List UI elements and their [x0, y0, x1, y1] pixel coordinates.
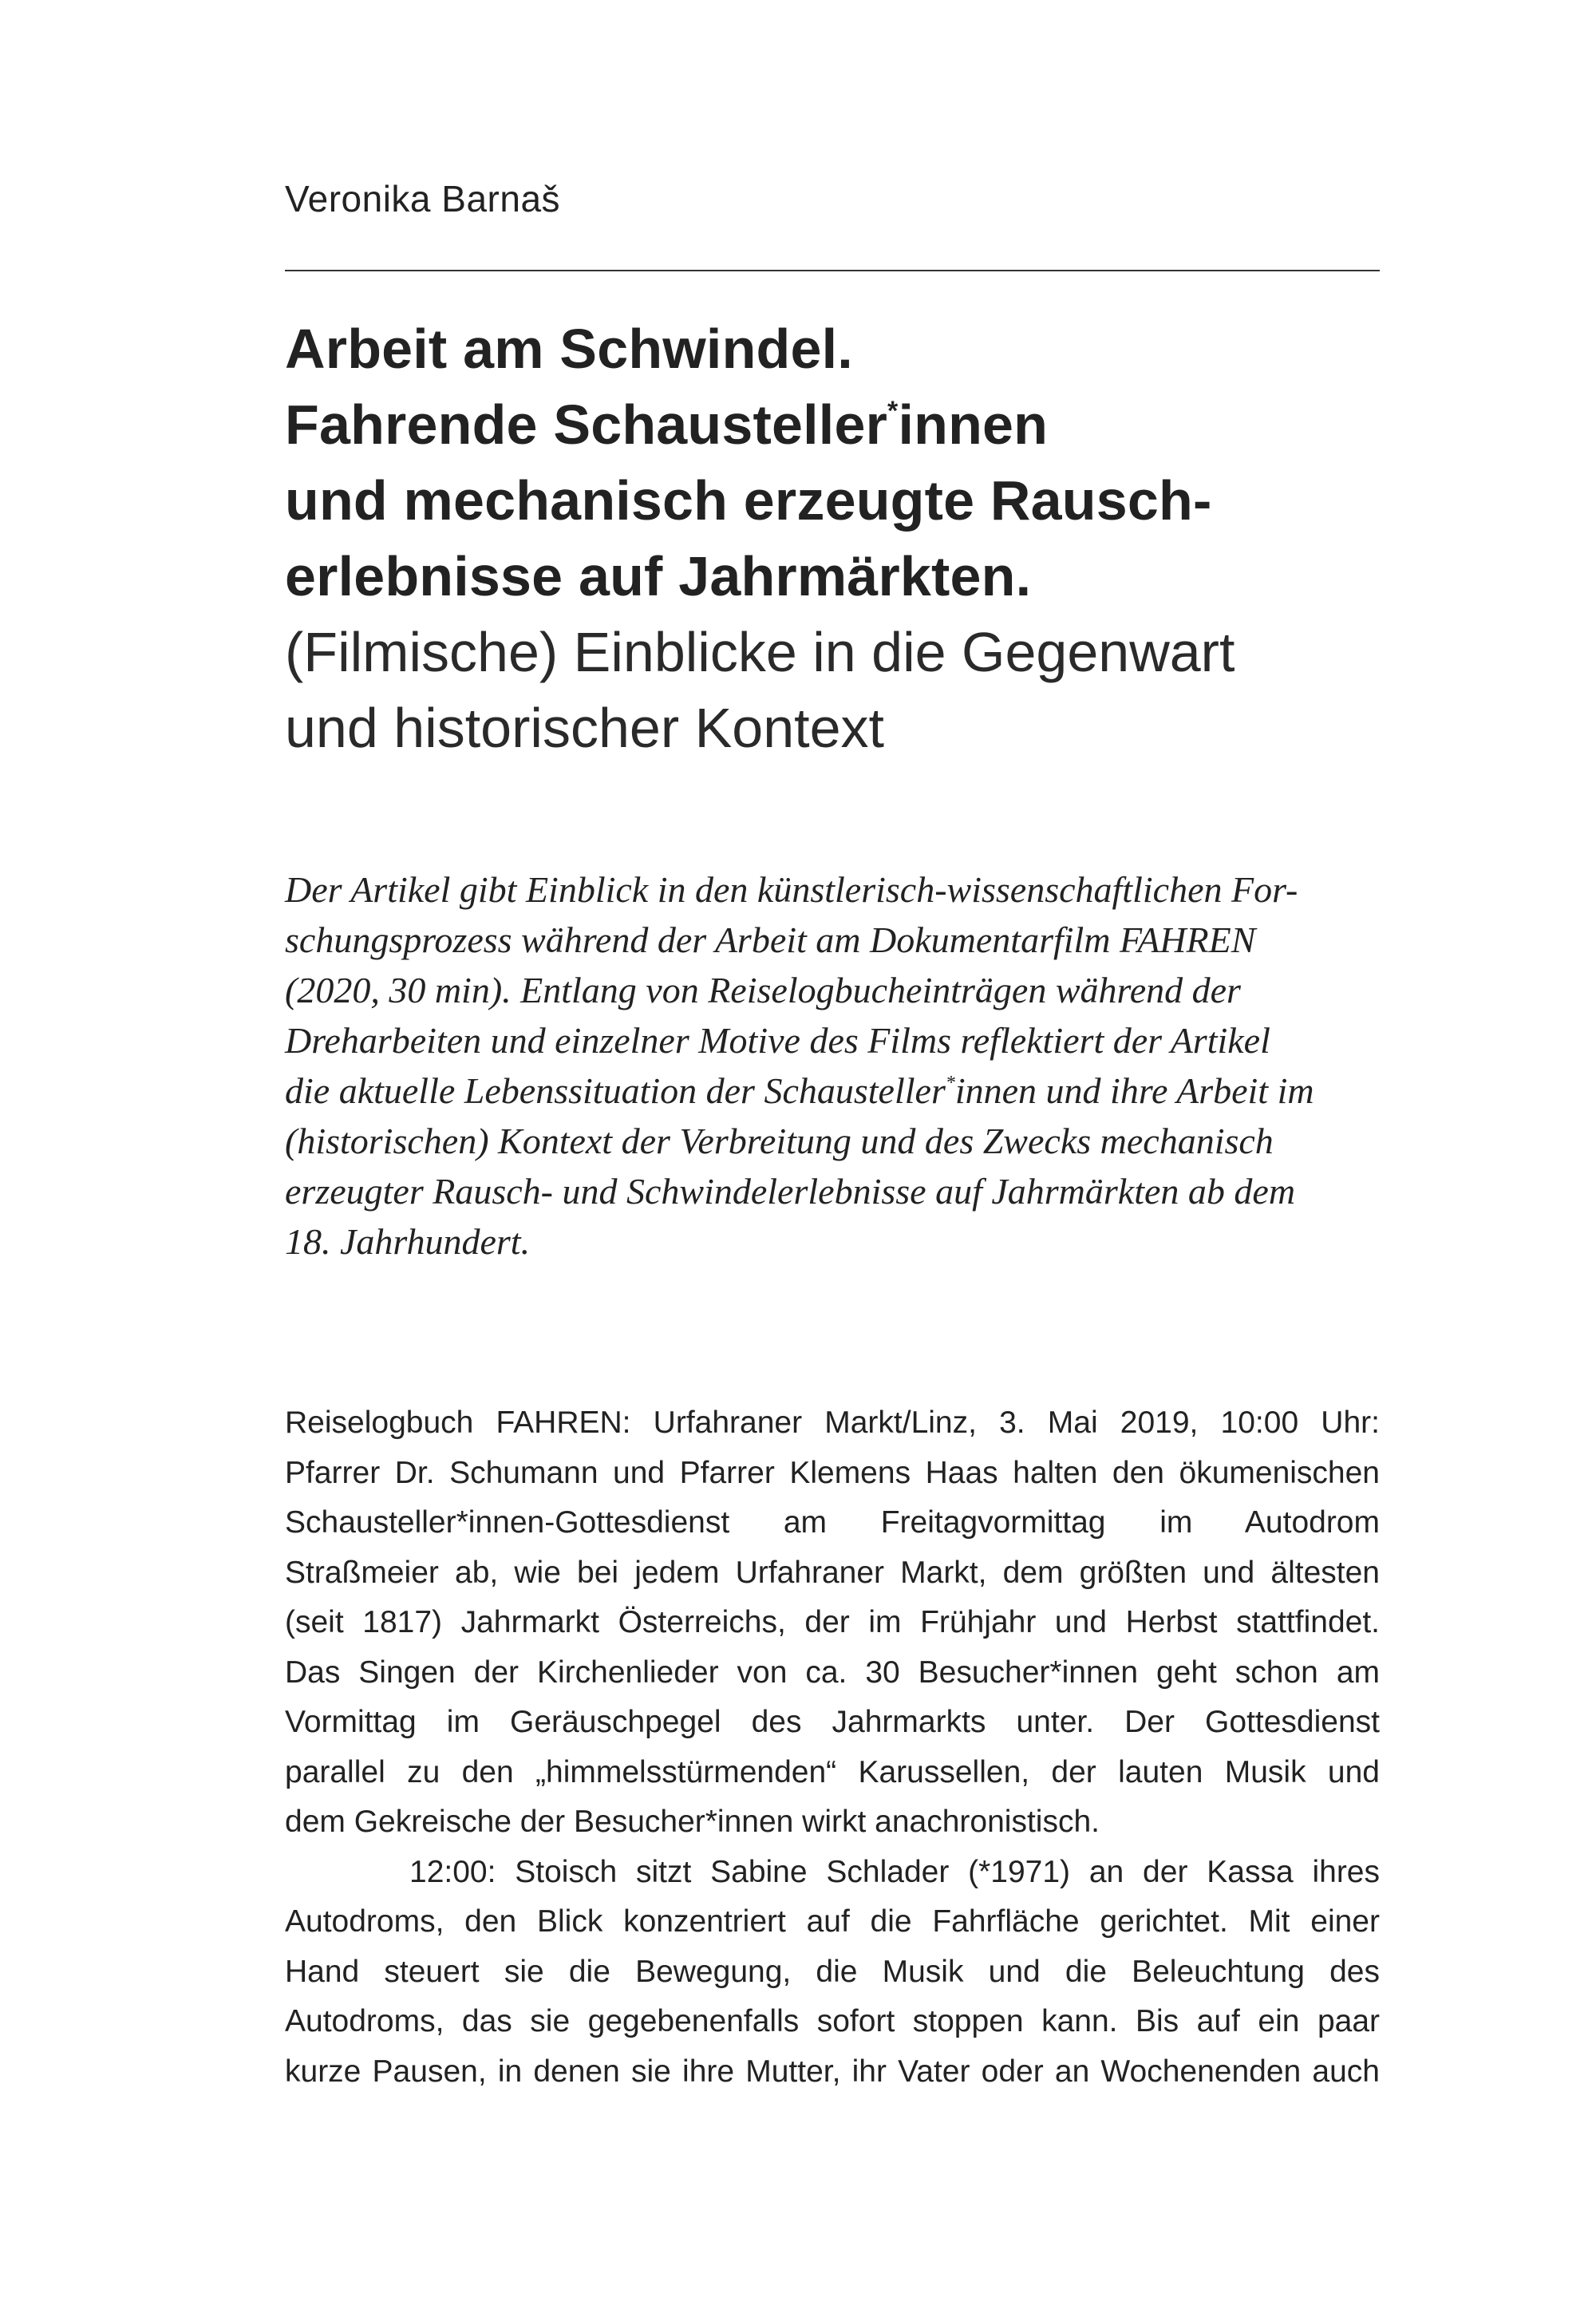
paragraph-1 [285, 1398, 1380, 1848]
abstract-line: (historischen) Kontext der Verbreitung und des Zwecks mechanisch [285, 1121, 1274, 1161]
title-line-2-end: innen [898, 393, 1049, 456]
body-line: Autodroms, das sie gegebenenfalls sofort stoppen kann. Bis auf ein paar [285, 2004, 1380, 2038]
abstract-superscript: * [945, 1073, 955, 1093]
body-line: dem Gekreische der Besucher*innen wirkt anachronistisch. [285, 1805, 1100, 1839]
body-line: Straßmeier ab, wie bei jedem Urfahraner Markt, dem größten und ältesten [285, 1555, 1380, 1590]
abstract-line: (2020, 30 min). Entlang von Reiselogbucheinträgen während der [285, 970, 1241, 1010]
body-line: Reiselogbuch FAHREN: Urfahraner Markt/Linz, 3. Mai 2019, 10:00 Uhr: [285, 1406, 1380, 1440]
header-divider [285, 270, 1380, 271]
body-line: Vormittag im Geräuschpegel des Jahrmarkts unter. Der Gottesdienst [285, 1705, 1380, 1739]
abstract-line: erzeugter Rausch- und Schwindelerlebnisse auf Jahrmärkten ab dem [285, 1171, 1296, 1212]
title-superscript: * [887, 396, 899, 426]
abstract-line: schungsprozess während der Arbeit am Dokumentarfilm FAHREN [285, 919, 1256, 960]
abstract-line: Der Artikel gibt Einblick in den künstlerisch-wissenschaftlichen For- [285, 869, 1298, 910]
abstract-line-5-end: innen und ihre Arbeit im [954, 1070, 1314, 1111]
author-name: Veronika Barnaš [285, 178, 561, 219]
subtitle-line-1: (Filmische) Einblicke in die Gegenwart [285, 621, 1235, 683]
abstract [285, 864, 1380, 1267]
subtitle-line-2: und historischer Kontext [285, 697, 884, 759]
body-line: 12:00: Stoisch sitzt Sabine Schlader (*1971) an der Kassa ihres [409, 1854, 1380, 1889]
article-title [285, 311, 1380, 766]
body-line: Schausteller*innen-Gottesdienst am Freitagvormittag im Autodrom [285, 1505, 1380, 1540]
title-line-2-start: Fahrende Schausteller [285, 393, 888, 456]
body-text [285, 1398, 1380, 2097]
abstract-line-5-start: die aktuelle Lebenssituation der Schausteller [285, 1070, 946, 1111]
abstract-line [285, 1066, 1380, 1116]
body-line: (seit 1817) Jahrmarkt Österreichs, der im Frühjahr und Herbst stattfindet. [285, 1605, 1380, 1639]
abstract-line: Dreharbeiten und einzelner Motive des Films reflektiert der Artikel [285, 1020, 1270, 1061]
body-line: parallel zu den „himmelsstürmenden“ Karussellen, der lauten Musik und [285, 1754, 1380, 1789]
body-line: Pfarrer Dr. Schumann und Pfarrer Klemens Haas halten den ökumenischen [285, 1455, 1380, 1490]
body-line: Autodroms, den Blick konzentriert auf die Fahrfläche gerichtet. Mit einer [285, 1904, 1380, 1939]
title-line-2 [285, 387, 1380, 463]
body-line: Hand steuert sie die Bewegung, die Musik und die Beleuchtung des [285, 1954, 1380, 1989]
title-line-4: erlebnisse auf Jahrmärkten. [285, 545, 1032, 607]
abstract-line: 18. Jahrhundert. [285, 1221, 531, 1262]
title-line-3: und mechanisch erzeugte Rausch- [285, 469, 1212, 532]
title-line-1: Arbeit am Schwindel. [285, 318, 853, 380]
body-line: kurze Pausen, in denen sie ihre Mutter, ihr Vater oder an Wochenenden auch [285, 2054, 1380, 2089]
paragraph-2 [285, 1848, 1380, 2097]
body-line: Das Singen der Kirchenlieder von ca. 30 Besucher*innen geht schon am [285, 1655, 1380, 1690]
